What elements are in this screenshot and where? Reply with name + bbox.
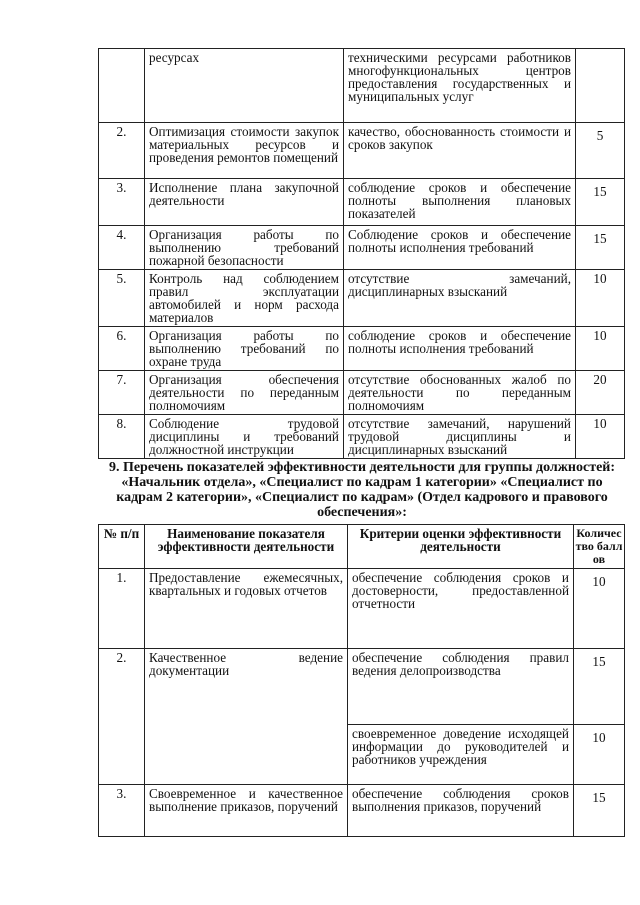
indicator-name: Соблюдение трудовой дисциплины и требований должностной инструкции — [145, 415, 344, 459]
indicator-name: Исполнение плана закупочной деятельности — [145, 179, 344, 226]
indicator-name: Оптимизация стоимости закупок материальных ресурсов и проведения ремонтов помещений — [145, 123, 344, 179]
row-number: 1. — [99, 569, 145, 649]
score: 15 — [576, 179, 625, 226]
header-name: Наименование показателя эффективности деятельности — [145, 525, 348, 569]
score: 15 — [574, 649, 625, 725]
table-row — [99, 785, 625, 837]
criteria: техническими ресурсами работников многофункциональных центров предоставления государственных и муниципальных услуг — [344, 49, 576, 123]
score: 10 — [574, 725, 625, 785]
row-number: 2. — [99, 649, 145, 785]
score: 20 — [576, 371, 625, 415]
criteria: качество, обоснованность стоимости и сроков закупок — [344, 123, 576, 179]
indicator-name: ресурсах — [145, 49, 344, 123]
score: 10 — [576, 415, 625, 459]
row-number: 3. — [99, 785, 145, 837]
score: 15 — [576, 226, 625, 270]
indicator-name: Организация работы по выполнению требований по охране труда — [145, 327, 344, 371]
criteria: соблюдение сроков и обеспечение полноты выполнения плановых показателей — [344, 179, 576, 226]
table-row — [99, 226, 625, 270]
row-number: 6. — [99, 327, 145, 371]
indicator-name: Качественное ведение документации — [145, 649, 348, 785]
table-row — [99, 123, 625, 179]
section-title: 9. Перечень показателей эффективности деятельности для группы должностей: «Начальник отдела», «Специалист по кадрам 1 категории» «Специалист по кадрам 2 категории», «Специалист по кадрам» (Отдел кадрового и правового обеспечения»: — [108, 460, 616, 520]
header-criteria: Критерии оценки эффективности деятельности — [348, 525, 574, 569]
table-section-9 — [98, 524, 625, 837]
score: 10 — [576, 270, 625, 327]
criteria: отсутствие обоснованных жалоб по деятельности по переданным полномочиям — [344, 371, 576, 415]
score: 15 — [574, 785, 625, 837]
table-row — [99, 270, 625, 327]
row-number: 2. — [99, 123, 145, 179]
row-number: 5. — [99, 270, 145, 327]
table-row — [99, 49, 625, 123]
score: 10 — [574, 569, 625, 649]
criteria: своевременное доведение исходящей информации до руководителей и работников учреждения — [348, 725, 574, 785]
table-previous-section — [98, 48, 625, 459]
header-num: № п/п — [99, 525, 145, 569]
table-row — [99, 649, 625, 725]
table-row — [99, 569, 625, 649]
table-row — [99, 371, 625, 415]
indicator-name: Своевременное и качественное выполнение приказов, поручений — [145, 785, 348, 837]
criteria: обеспечение соблюдения правил ведения делопроизводства — [348, 649, 574, 725]
table-header-row — [99, 525, 625, 569]
criteria: соблюдение сроков и обеспечение полноты исполнения требований — [344, 327, 576, 371]
criteria: обеспечение соблюдения сроков и достоверности, предоставленной отчетности — [348, 569, 574, 649]
row-number: 4. — [99, 226, 145, 270]
score: 10 — [576, 327, 625, 371]
row-number: 7. — [99, 371, 145, 415]
header-score: Количество баллов — [574, 525, 625, 569]
indicator-name: Предоставление ежемесячных, квартальных и годовых отчетов — [145, 569, 348, 649]
criteria: отсутствие замечаний, дисциплинарных взысканий — [344, 270, 576, 327]
table-row — [99, 179, 625, 226]
indicator-name: Организация работы по выполнению требований пожарной безопасности — [145, 226, 344, 270]
criteria: обеспечение соблюдения сроков выполнения приказов, поручений — [348, 785, 574, 837]
score: 5 — [576, 123, 625, 179]
criteria: отсутствие замечаний, нарушений трудовой дисциплины и дисциплинарных взысканий — [344, 415, 576, 459]
score — [576, 49, 625, 123]
table-row — [99, 415, 625, 459]
indicator-name: Контроль над соблюдением правил эксплуатации автомобилей и норм расхода материалов — [145, 270, 344, 327]
row-number: 3. — [99, 179, 145, 226]
table-row — [99, 327, 625, 371]
criteria: Соблюдение сроков и обеспечение полноты исполнения требований — [344, 226, 576, 270]
row-number — [99, 49, 145, 123]
indicator-name: Организация обеспечения деятельности по переданным полномочиям — [145, 371, 344, 415]
row-number: 8. — [99, 415, 145, 459]
